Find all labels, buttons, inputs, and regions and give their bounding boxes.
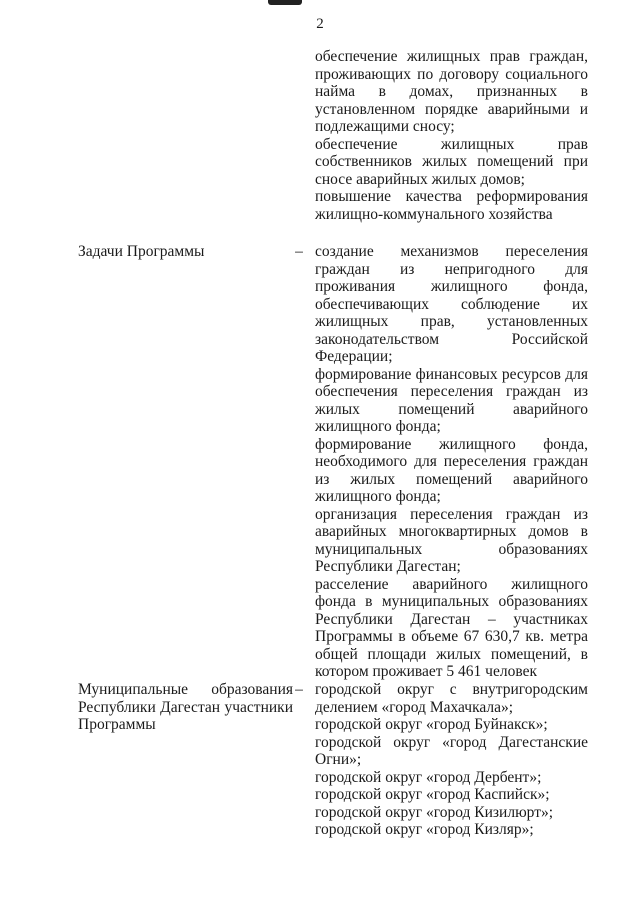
tasks-dash: – [295, 243, 303, 260]
municipality-item: городской округ «город Кизилюрт»; [315, 803, 554, 821]
tasks-content [315, 243, 588, 681]
page-number: 2 [316, 16, 324, 32]
tasks-label: Задачи Программы [78, 243, 205, 260]
tasks-paragraph: создание механизмов переселения граждан из непригодного для проживания жилищного фонда, обеспечивающих соблюдение их жилищных прав, установленных законодательством Российской Федерации; [315, 243, 588, 365]
municipality-item: городской округ «город Кизляр»; [315, 821, 534, 838]
scan-artifact-mark [268, 0, 302, 5]
tasks-paragraph: формирование финансовых ресурсов для обеспечения переселения граждан из жилых помещений аварийного жилищного фонда; [315, 365, 588, 435]
municipality-item: городской округ «город Буйнакск»; [315, 716, 548, 733]
goals-paragraph: повышение качества реформирования жилищно-коммунального хозяйства [315, 188, 588, 223]
municipalities-content [315, 681, 588, 839]
tasks-paragraph: организация переселения граждан из аварийных многоквартирных домов в муниципальных образованиях Республики Дагестан; [315, 505, 588, 575]
tasks-paragraph: формирование жилищного фонда, необходимого для переселения граждан из жилых помещений аварийного жилищного фонда; [315, 435, 588, 505]
goals-paragraph: обеспечение жилищных прав собственников жилых помещений при сносе аварийных жилых домов; [315, 135, 588, 188]
goals-paragraph: обеспечение жилищных прав граждан, проживающих по договору социального найма в домах, признанных в установленном порядке аварийными и подлежащими сносу; [315, 48, 588, 135]
municipality-item: городской округ «город Дербент»; [315, 768, 542, 786]
tasks-paragraph: расселение аварийного жилищного фонда в муниципальных образованиях Республики Дагестан – участниках Программы в объеме 67 630,7 кв. метра общей площади жилых помещений, в котором проживает 5 461 человек [315, 575, 588, 680]
municipalities-label: Муниципальные образования Республики Дагестан участники Программы [78, 681, 293, 733]
municipality-item: городской округ «город Дагестанские Огни»; [315, 733, 588, 768]
municipalities-dash: – [295, 681, 303, 698]
municipality-item: городской округ «город Каспийск»; [315, 786, 550, 803]
goals-content [315, 48, 588, 223]
municipality-item: городской округ с внутригородским делением «город Махачкала»; [315, 681, 588, 716]
